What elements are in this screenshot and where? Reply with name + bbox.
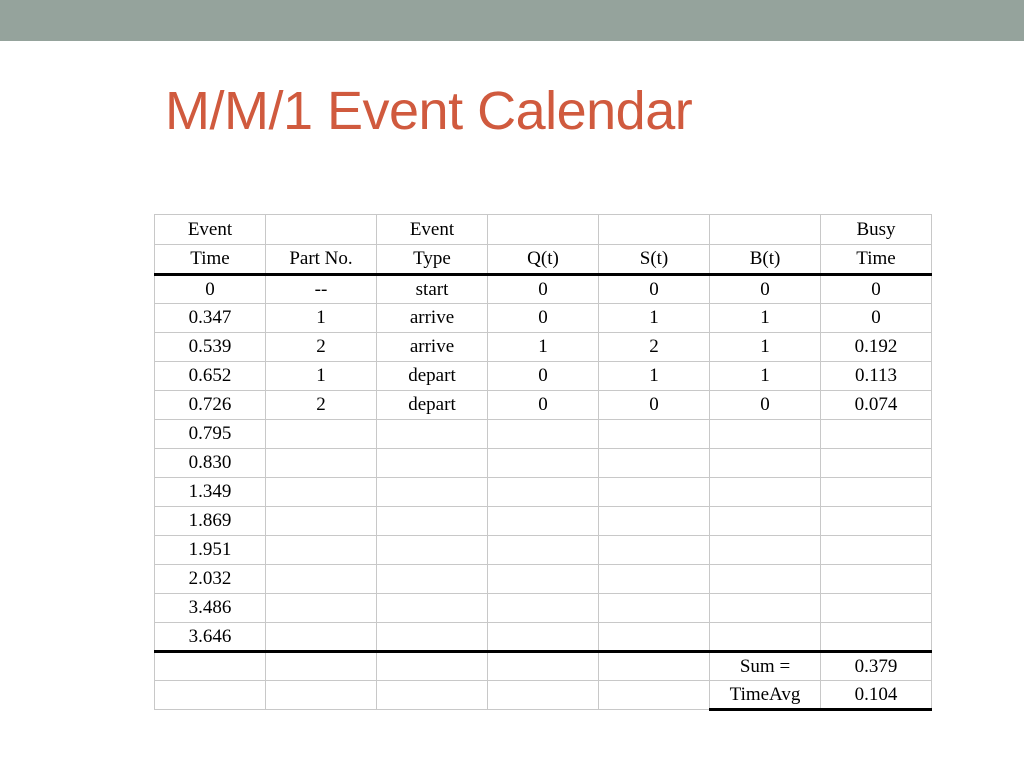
empty-cell [155, 681, 266, 710]
cell-part-no [266, 536, 377, 565]
cell-q-t: 0 [488, 275, 599, 304]
cell-b-t: 0 [710, 275, 821, 304]
cell-event-type: depart [377, 391, 488, 420]
event-calendar-table [154, 214, 932, 711]
cell-q-t [488, 507, 599, 536]
cell-s-t [599, 420, 710, 449]
cell-event-time: 0 [155, 275, 266, 304]
header-cell-s-t: S(t) [599, 245, 710, 275]
table-row [155, 594, 932, 623]
cell-event-type [377, 507, 488, 536]
cell-event-type: start [377, 275, 488, 304]
cell-event-type: arrive [377, 333, 488, 362]
timeavg-label: TimeAvg [710, 681, 821, 710]
cell-event-type [377, 594, 488, 623]
cell-part-no: 1 [266, 362, 377, 391]
cell-q-t [488, 420, 599, 449]
cell-q-t [488, 623, 599, 652]
cell-event-type: depart [377, 362, 488, 391]
header-cell-event-time: Time [155, 245, 266, 275]
cell-busy-time: 0.113 [821, 362, 932, 391]
cell-part-no: 1 [266, 304, 377, 333]
empty-cell [488, 652, 599, 681]
header-cell-part-no [266, 215, 377, 245]
empty-cell [599, 681, 710, 710]
cell-b-t [710, 478, 821, 507]
slide-title: M/M/1 Event Calendar [165, 81, 693, 141]
cell-s-t: 2 [599, 333, 710, 362]
cell-b-t [710, 565, 821, 594]
cell-part-no: 2 [266, 391, 377, 420]
timeavg-value: 0.104 [821, 681, 932, 710]
cell-b-t: 1 [710, 333, 821, 362]
cell-q-t: 1 [488, 333, 599, 362]
header-cell-q-t: Q(t) [488, 245, 599, 275]
cell-busy-time: 0 [821, 275, 932, 304]
cell-q-t: 0 [488, 391, 599, 420]
empty-cell [266, 652, 377, 681]
cell-busy-time [821, 420, 932, 449]
table-row [155, 304, 932, 333]
cell-q-t [488, 478, 599, 507]
cell-event-time: 0.795 [155, 420, 266, 449]
cell-part-no [266, 594, 377, 623]
empty-cell [599, 652, 710, 681]
empty-cell [377, 681, 488, 710]
header-row [155, 245, 932, 275]
cell-event-type [377, 623, 488, 652]
cell-event-type [377, 420, 488, 449]
summary-row [155, 681, 932, 710]
header-cell-event-type: Type [377, 245, 488, 275]
cell-s-t: 1 [599, 362, 710, 391]
table-row [155, 565, 932, 594]
cell-b-t [710, 420, 821, 449]
top-bar [0, 0, 1024, 41]
cell-part-no: 2 [266, 333, 377, 362]
sum-label: Sum = [710, 652, 821, 681]
header-cell-part-no: Part No. [266, 245, 377, 275]
cell-s-t [599, 594, 710, 623]
table-row [155, 478, 932, 507]
summary-row [155, 652, 932, 681]
cell-event-type [377, 449, 488, 478]
cell-busy-time [821, 507, 932, 536]
cell-s-t [599, 565, 710, 594]
cell-event-type [377, 536, 488, 565]
cell-s-t [599, 507, 710, 536]
cell-event-time: 1.869 [155, 507, 266, 536]
cell-busy-time [821, 449, 932, 478]
sum-value: 0.379 [821, 652, 932, 681]
cell-b-t [710, 449, 821, 478]
cell-event-time: 0.539 [155, 333, 266, 362]
cell-s-t: 0 [599, 275, 710, 304]
cell-q-t [488, 565, 599, 594]
header-cell-s-t [599, 215, 710, 245]
cell-part-no [266, 420, 377, 449]
cell-busy-time [821, 565, 932, 594]
cell-q-t [488, 594, 599, 623]
table-row [155, 536, 932, 565]
cell-busy-time [821, 623, 932, 652]
table-row [155, 507, 932, 536]
header-cell-b-t: B(t) [710, 245, 821, 275]
cell-event-type: arrive [377, 304, 488, 333]
cell-part-no [266, 623, 377, 652]
header-cell-busy-time: Busy [821, 215, 932, 245]
cell-part-no: -- [266, 275, 377, 304]
cell-b-t: 1 [710, 304, 821, 333]
cell-q-t: 0 [488, 362, 599, 391]
empty-cell [266, 681, 377, 710]
table-row [155, 362, 932, 391]
cell-s-t [599, 449, 710, 478]
table-row [155, 391, 932, 420]
cell-event-time: 0.726 [155, 391, 266, 420]
cell-b-t [710, 623, 821, 652]
cell-event-time: 2.032 [155, 565, 266, 594]
cell-event-time: 0.652 [155, 362, 266, 391]
cell-busy-time [821, 536, 932, 565]
cell-event-time: 0.830 [155, 449, 266, 478]
cell-event-time: 1.349 [155, 478, 266, 507]
cell-event-time: 3.646 [155, 623, 266, 652]
cell-part-no [266, 478, 377, 507]
cell-part-no [266, 449, 377, 478]
cell-part-no [266, 507, 377, 536]
cell-b-t [710, 507, 821, 536]
table-row [155, 275, 932, 304]
cell-event-time: 3.486 [155, 594, 266, 623]
cell-s-t [599, 623, 710, 652]
cell-b-t [710, 594, 821, 623]
empty-cell [377, 652, 488, 681]
table-row [155, 420, 932, 449]
cell-busy-time: 0.192 [821, 333, 932, 362]
header-cell-q-t [488, 215, 599, 245]
header-row [155, 215, 932, 245]
cell-part-no [266, 565, 377, 594]
cell-b-t: 0 [710, 391, 821, 420]
empty-cell [155, 652, 266, 681]
cell-event-type [377, 565, 488, 594]
cell-busy-time [821, 478, 932, 507]
cell-q-t: 0 [488, 304, 599, 333]
cell-busy-time [821, 594, 932, 623]
table-row [155, 449, 932, 478]
cell-q-t [488, 449, 599, 478]
cell-event-time: 1.951 [155, 536, 266, 565]
cell-s-t [599, 478, 710, 507]
header-cell-b-t [710, 215, 821, 245]
cell-b-t [710, 536, 821, 565]
cell-q-t [488, 536, 599, 565]
table-row [155, 333, 932, 362]
header-cell-event-type: Event [377, 215, 488, 245]
header-cell-busy-time: Time [821, 245, 932, 275]
cell-event-type [377, 478, 488, 507]
cell-event-time: 0.347 [155, 304, 266, 333]
header-cell-event-time: Event [155, 215, 266, 245]
cell-busy-time: 0.074 [821, 391, 932, 420]
table-row [155, 623, 932, 652]
cell-busy-time: 0 [821, 304, 932, 333]
cell-s-t: 0 [599, 391, 710, 420]
cell-s-t: 1 [599, 304, 710, 333]
cell-b-t: 1 [710, 362, 821, 391]
cell-s-t [599, 536, 710, 565]
empty-cell [488, 681, 599, 710]
